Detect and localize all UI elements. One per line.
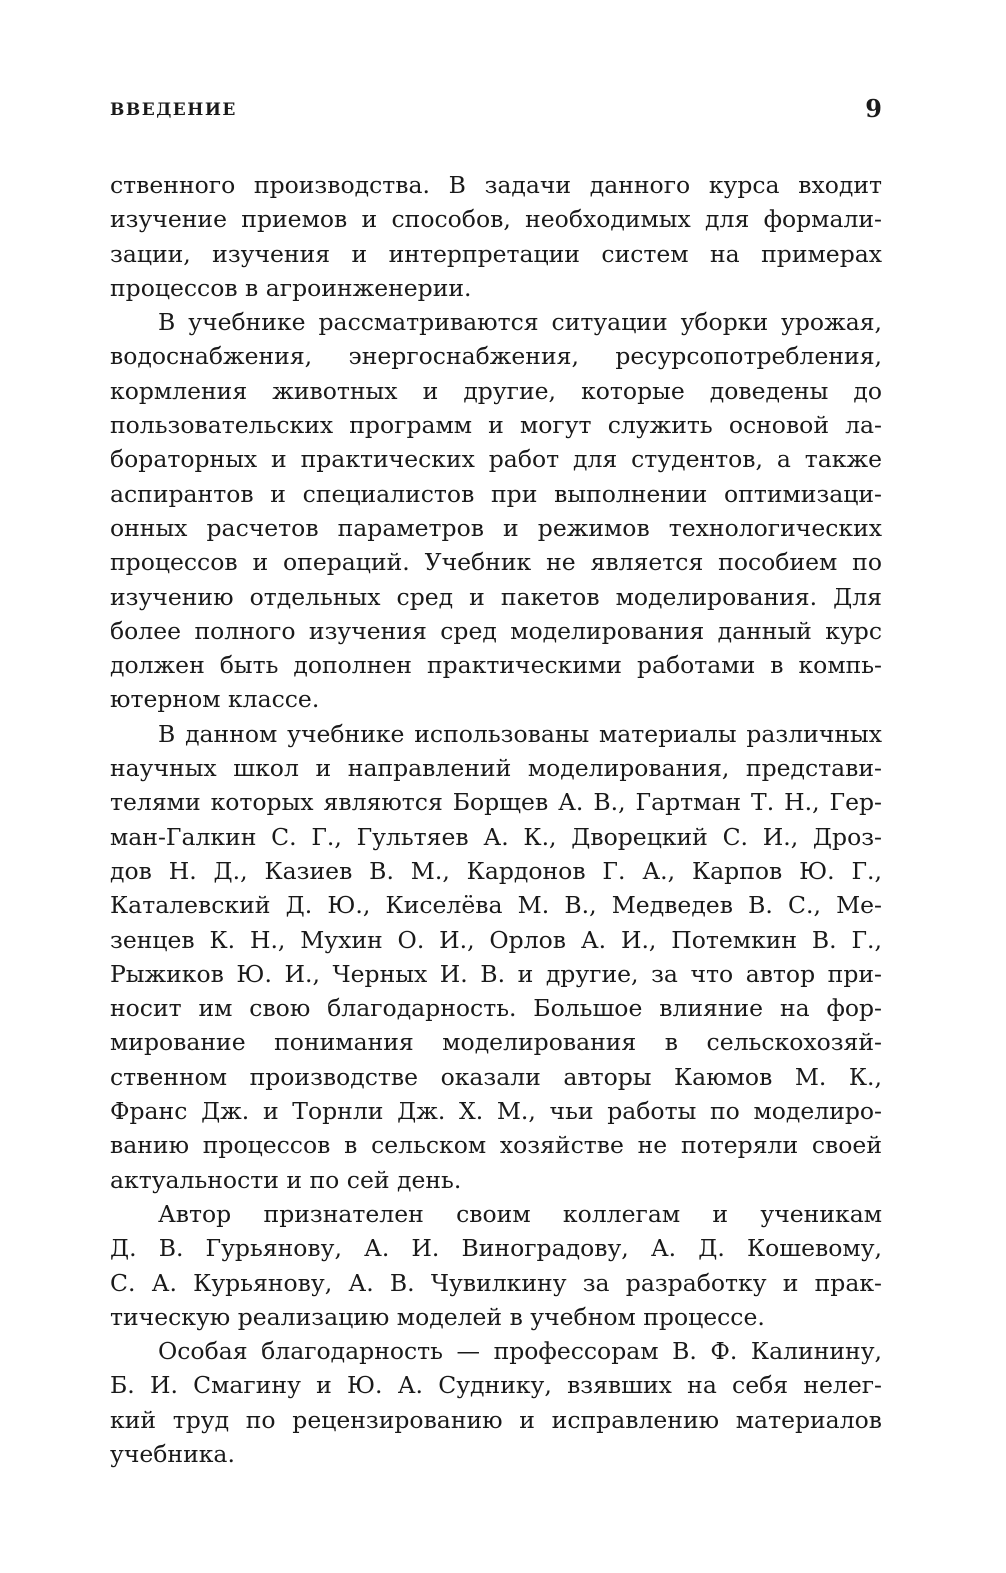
text-line: В данном учебнике использованы материалы различных xyxy=(158,719,882,748)
text-line: телями которых являются Борщев А. В., Гартман Т. Н., Гер- xyxy=(110,788,882,817)
text-line: ванию процессов в сельском хозяйстве не потеряли своей xyxy=(110,1131,882,1160)
text-line: С. А. Курьянову, А. В. Чувилкину за разработку и прак- xyxy=(110,1268,882,1297)
text-line: Д. В. Гурьянову, А. И. Виноградову, А. Д. Кошевому, xyxy=(110,1234,882,1263)
text-line: Автор признателен своим коллегам и ученикам xyxy=(158,1199,882,1228)
paragraph xyxy=(110,1197,882,1334)
text-line: ман-Галкин С. Г., Гультяев А. К., Дворецкий С. И., Дроз- xyxy=(110,822,882,851)
text-line: ютерном классе. xyxy=(110,685,320,714)
body-text xyxy=(110,168,882,1471)
paragraph xyxy=(110,168,882,305)
paragraph xyxy=(110,1334,882,1471)
section-title: ВВЕДЕНИЕ xyxy=(110,100,237,120)
text-line: мирование понимания моделирования в сельскохозяй- xyxy=(110,1028,882,1057)
text-line: Особая благодарность — профессорам В. Ф. Калинину, xyxy=(158,1337,882,1366)
text-line: ственного производства. В задачи данного курса входит xyxy=(110,171,882,199)
running-head xyxy=(110,94,882,130)
text-line: пользовательских программ и могут служить основой ла- xyxy=(110,411,882,440)
text-line: зенцев К. Н., Мухин О. И., Орлов А. И., Потемкин В. Г., xyxy=(110,925,882,954)
text-line: ственном производстве оказали авторы Каюмов М. К., xyxy=(110,1062,882,1091)
text-line: учебника. xyxy=(110,1439,235,1468)
text-line: тическую реализацию моделей в учебном процессе. xyxy=(110,1302,765,1331)
paragraph xyxy=(110,305,882,717)
paragraph xyxy=(110,717,882,1197)
text-line: Франс Дж. и Торнли Дж. Х. М., чьи работы по моделиро- xyxy=(110,1097,882,1126)
text-line: онных расчетов параметров и режимов технологических xyxy=(110,513,882,542)
text-line: процессов в агроинженерии. xyxy=(110,273,472,302)
text-line: Б. И. Смагину и Ю. А. Суднику, взявших на себя нелег- xyxy=(110,1371,882,1400)
text-line: кормления животных и другие, которые доведены до xyxy=(110,376,882,405)
text-line: должен быть дополнен практическими работами в компь- xyxy=(110,651,882,680)
text-line: процессов и операций. Учебник не является пособием по xyxy=(110,548,882,577)
text-line: более полного изучения сред моделирования данный курс xyxy=(110,616,882,645)
text-line: бораторных и практических работ для студентов, а также xyxy=(110,445,882,474)
text-line: изучению отдельных сред и пакетов моделирования. Для xyxy=(110,582,882,611)
text-line: Каталевский Д. Ю., Киселёва М. В., Медведев В. С., Ме- xyxy=(110,891,882,920)
text-line: зации, изучения и интерпретации систем на примерах xyxy=(110,239,882,268)
text-line: научных школ и направлений моделирования, представи- xyxy=(110,754,882,783)
text-line: носит им свою благодарность. Большое влияние на фор- xyxy=(110,994,882,1023)
page-number: 9 xyxy=(865,94,882,123)
text-line: В учебнике рассматриваются ситуации уборки урожая, xyxy=(158,308,882,337)
text-line: Рыжиков Ю. И., Черных И. В. и другие, за что автор при- xyxy=(110,959,882,988)
text-line: актуальности и по сей день. xyxy=(110,1165,462,1194)
text-line: водоснабжения, энергоснабжения, ресурсопотребления, xyxy=(110,342,882,371)
text-line: дов Н. Д., Казиев В. М., Кардонов Г. А., Карпов Ю. Г., xyxy=(110,856,882,885)
text-line: изучение приемов и способов, необходимых для формали- xyxy=(110,205,882,234)
text-line: аспирантов и специалистов при выполнении оптимизаци- xyxy=(110,479,882,508)
text-line: кий труд по рецензированию и исправлению материалов xyxy=(110,1405,882,1434)
